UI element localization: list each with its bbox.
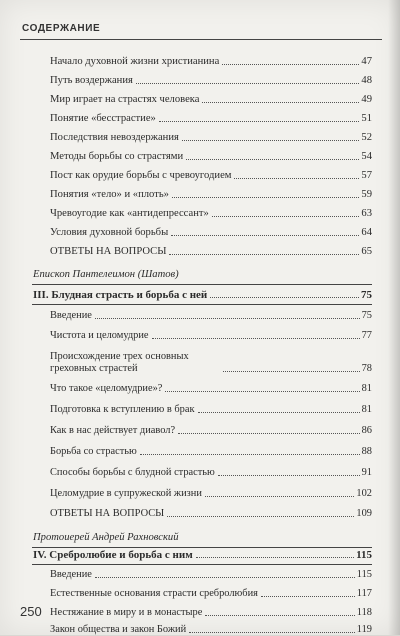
toc-entry-title: Закон общества и закон Божий bbox=[50, 624, 187, 635]
toc-entry-page: 51 bbox=[361, 113, 372, 124]
toc-entry[interactable] bbox=[50, 508, 372, 520]
toc-entry-title: Происхождение трех основных греховных страстей bbox=[50, 351, 189, 374]
leader-dots bbox=[136, 82, 360, 84]
toc-entry[interactable] bbox=[50, 488, 372, 500]
section-rule bbox=[32, 284, 372, 285]
toc-entry-title: Целомудрие в супружеской жизни bbox=[50, 488, 202, 499]
leader-dots bbox=[218, 474, 360, 476]
toc-entry-title: Методы борьбы со страстями bbox=[50, 151, 184, 162]
toc-entry[interactable] bbox=[50, 94, 372, 106]
toc-entry[interactable] bbox=[50, 208, 372, 220]
toc-entry-title: Введение bbox=[50, 310, 92, 321]
toc-entry-title: Как в нас действует диавол? bbox=[50, 425, 176, 436]
toc-entry[interactable] bbox=[50, 113, 372, 125]
chapter-title: IV. Сребролюбие и борьба с ним bbox=[33, 549, 193, 561]
leader-dots bbox=[159, 120, 360, 122]
toc-entry[interactable] bbox=[50, 425, 372, 437]
leader-dots bbox=[171, 234, 359, 236]
toc-entry-page: 47 bbox=[361, 56, 372, 67]
toc-entry-title: Мир играет на страстях человека bbox=[50, 94, 200, 105]
toc-entry[interactable] bbox=[50, 170, 372, 182]
leader-dots bbox=[165, 390, 359, 392]
leader-dots bbox=[261, 595, 355, 597]
toc-entry-page: 78 bbox=[361, 363, 372, 374]
running-head: СОДЕРЖАНИЕ bbox=[22, 23, 101, 34]
toc-entry[interactable] bbox=[50, 310, 372, 322]
toc-entry[interactable] bbox=[50, 607, 372, 619]
chapter-page: 75 bbox=[361, 289, 372, 301]
leader-dots bbox=[178, 432, 360, 434]
toc-entry[interactable] bbox=[50, 446, 372, 458]
toc-entry-page: 109 bbox=[356, 508, 372, 519]
toc-entry-title: ОТВЕТЫ НА ВОПРОСЫ bbox=[50, 246, 167, 257]
chapter-entry[interactable] bbox=[33, 549, 372, 561]
toc-entry-page: 63 bbox=[361, 208, 372, 219]
section-author: Епископ Пантелеимон (Шатов) bbox=[33, 269, 179, 280]
leader-dots bbox=[140, 453, 360, 455]
toc-entry[interactable] bbox=[50, 189, 372, 201]
toc-entry-page: 57 bbox=[361, 170, 372, 181]
leader-dots bbox=[167, 515, 354, 517]
toc-entry-page: 52 bbox=[361, 132, 372, 143]
leader-dots bbox=[196, 556, 354, 558]
toc-entry-title: Чистота и целомудрие bbox=[50, 330, 149, 341]
toc-entry-page: 77 bbox=[361, 330, 372, 341]
toc-entry-title: Что такое «целомудрие»? bbox=[50, 383, 163, 394]
toc-entry-title: Путь воздержания bbox=[50, 75, 133, 86]
leader-dots bbox=[186, 158, 359, 160]
toc-entry[interactable] bbox=[50, 383, 372, 395]
leader-dots bbox=[152, 337, 360, 339]
toc-entry-title: Борьба со страстью bbox=[50, 446, 137, 457]
toc-entry-page: 118 bbox=[356, 607, 372, 618]
toc-entry[interactable] bbox=[50, 75, 372, 87]
toc-entry-page: 86 bbox=[361, 425, 372, 436]
toc-entry-title: Условия духовной борьбы bbox=[50, 227, 169, 238]
toc-entry-title: Способы борьбы с блудной страстью bbox=[50, 467, 215, 478]
toc-entry-title: Пост как орудие борьбы с чревоугодием bbox=[50, 170, 232, 181]
toc-entry-page: 49 bbox=[361, 94, 372, 105]
toc-entry-title: Понятие «бесстрастие» bbox=[50, 113, 156, 124]
toc-entry[interactable] bbox=[50, 56, 372, 68]
leader-dots bbox=[95, 576, 355, 578]
toc-entry-page: 75 bbox=[361, 310, 372, 321]
leader-dots bbox=[198, 411, 360, 413]
toc-entry-page: 91 bbox=[361, 467, 372, 478]
toc-entry-title: Чревоугодие как «антидепрессант» bbox=[50, 208, 209, 219]
toc-entry[interactable] bbox=[50, 404, 372, 416]
toc-entry[interactable] bbox=[50, 227, 372, 239]
chapter-page: 115 bbox=[356, 549, 372, 561]
leader-dots bbox=[169, 253, 359, 255]
toc-entry-title: Подготовка к вступлению в брак bbox=[50, 404, 195, 415]
section-rule bbox=[32, 304, 372, 305]
toc-entry-title: Введение bbox=[50, 569, 92, 580]
leader-dots bbox=[182, 139, 360, 141]
toc-entry-page: 48 bbox=[361, 75, 372, 86]
toc-entry[interactable] bbox=[50, 151, 372, 163]
toc-entry-page: 102 bbox=[356, 488, 372, 499]
toc-entry[interactable] bbox=[50, 624, 372, 636]
toc-entry-title: ОТВЕТЫ НА ВОПРОСЫ bbox=[50, 508, 165, 519]
toc-entry-page: 81 bbox=[361, 404, 372, 415]
leader-dots bbox=[222, 63, 359, 65]
leader-dots bbox=[95, 317, 360, 319]
toc-entry-page: 119 bbox=[356, 624, 372, 635]
leader-dots bbox=[212, 215, 360, 217]
toc-entry-title: Нестяжание в миру и в монастыре bbox=[50, 607, 203, 618]
toc-entry-page: 117 bbox=[356, 588, 372, 599]
toc-entry[interactable] bbox=[50, 569, 372, 581]
leader-dots bbox=[205, 495, 355, 497]
toc-entry[interactable] bbox=[50, 132, 372, 144]
section-rule bbox=[32, 547, 372, 548]
toc-entry-title: Понятия «тело» и «плоть» bbox=[50, 189, 169, 200]
toc-entry[interactable] bbox=[50, 588, 372, 600]
toc-entry-title: Последствия невоздержания bbox=[50, 132, 179, 143]
section-rule bbox=[32, 564, 372, 565]
leader-dots bbox=[223, 370, 360, 372]
toc-entry-title: Начало духовной жизни христианина bbox=[50, 56, 220, 67]
leader-dots bbox=[202, 101, 359, 103]
toc-entry-title: Естественные основания страсти сребролюбия bbox=[50, 588, 258, 599]
toc-entry[interactable] bbox=[50, 467, 372, 479]
chapter-entry[interactable] bbox=[33, 289, 372, 301]
page-number: 250 bbox=[20, 604, 42, 619]
toc-entry-page: 115 bbox=[356, 569, 372, 580]
toc-entry-page: 81 bbox=[361, 383, 372, 394]
toc-entry-page: 64 bbox=[361, 227, 372, 238]
leader-dots bbox=[172, 196, 359, 198]
toc-entry[interactable] bbox=[50, 246, 372, 258]
leader-dots bbox=[234, 177, 359, 179]
chapter-title: III. Блудная страсть и борьба с ней bbox=[33, 289, 208, 301]
section-author: Протоиерей Андрей Рахновский bbox=[33, 532, 179, 543]
leader-dots bbox=[210, 296, 359, 298]
toc-entry-page: 59 bbox=[361, 189, 372, 200]
toc-entry-page: 54 bbox=[361, 151, 372, 162]
toc-entry-page: 65 bbox=[361, 246, 372, 257]
toc-entry[interactable] bbox=[50, 330, 372, 342]
toc-entry-page: 88 bbox=[361, 446, 372, 457]
leader-dots bbox=[189, 631, 355, 633]
toc-entry[interactable] bbox=[50, 351, 372, 375]
leader-dots bbox=[205, 614, 354, 616]
